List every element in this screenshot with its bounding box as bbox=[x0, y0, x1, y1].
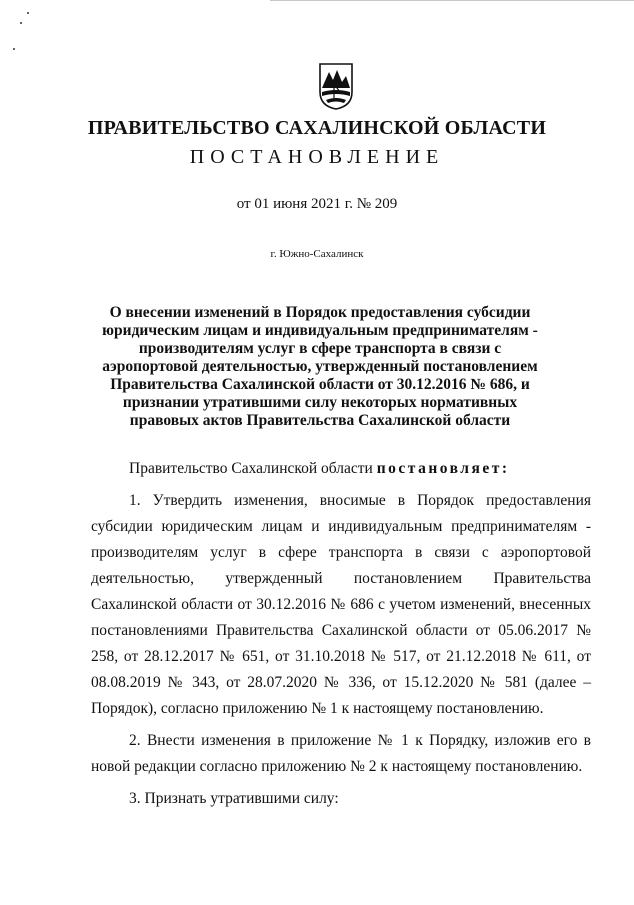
scan-edge-line bbox=[270, 0, 634, 1]
government-title: ПРАВИТЕЛЬСТВО САХАЛИНСКОЙ ОБЛАСТИ bbox=[87, 117, 547, 139]
document-type: ПОСТАНОВЛЕНИЕ bbox=[189, 146, 445, 168]
intro-prefix: Правительство Сахалинской области bbox=[129, 460, 377, 477]
item-paragraph-1: 1. Утвердить изменения, вносимые в Порядок предоставления субсидии юридическим лицам и индивидуальным предпринимателям - производителям услуг в сфере транспорта в связи с аэропортовой деятельностью, утвержденный постановлением Правительства Сахалинской области от 30.12.2016 № 686 с учетом изменений, внесенных постановлениями Правительства Сахалинской области от 05.06.2017 № 258, от 28.12.2017 № 651, от 31.10.2018 № 517, от 21.12.2018 № 611, от 08.08.2019 № 343, от 28.07.2020 № 336, от 15.12.2020 № 581 (далее – Порядок), согласно приложению № 1 к настоящему постановлению. bbox=[91, 492, 591, 717]
document-subject: О внесении изменений в Порядок предоставления субсидии юридическим лицам и индивидуальным предпринимателям - производителям услуг в сфере транспорта в связи с аэропортовой деятельностью, утвержденный постановлением Правительства Сахалинской области от 30.12.2016 № 686, и признании утратившими силу некоторых нормативных правовых актов Правительства Сахалинской области bbox=[102, 304, 538, 429]
item-paragraph-2: 2. Внести изменения в приложение № 1 к Порядку, изложив его в новой редакции согласно приложению № 2 к настоящему постановлению. bbox=[91, 732, 591, 775]
city-name: г. Южно-Сахалинск bbox=[270, 248, 364, 260]
coat-of-arms-icon bbox=[318, 62, 354, 110]
document-date-number: от 01 июня 2021 г. № 209 bbox=[236, 196, 398, 212]
intro-keyword: постановляет: bbox=[376, 460, 510, 477]
scan-speck bbox=[27, 12, 29, 14]
scan-speck bbox=[13, 48, 15, 50]
item-paragraph-3: 3. Признать утратившими силу: bbox=[129, 790, 339, 807]
document-body bbox=[91, 456, 591, 812]
scan-speck bbox=[20, 22, 22, 24]
intro-paragraph bbox=[91, 456, 591, 482]
